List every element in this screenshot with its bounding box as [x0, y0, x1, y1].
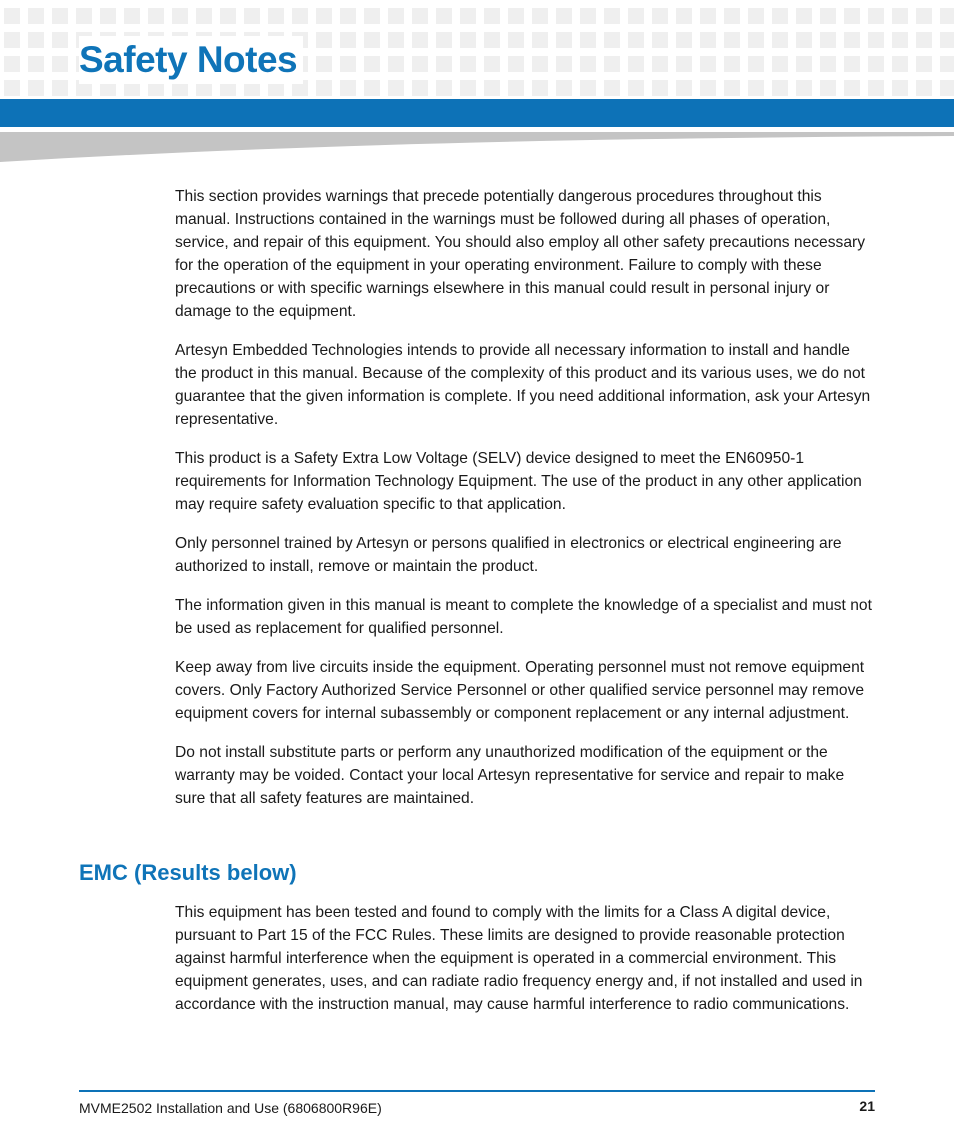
- paragraph-specialist: The information given in this manual is meant to complete the knowledge of a specialist and must not be used as replacement for qualified personnel.: [175, 597, 872, 637]
- paragraph-substitute-parts: Do not install substitute parts or perform any unauthorized modification of the equipment or the warranty may be voided. Contact your local Artesyn representative for service and repair to make sure that all safety features are maintained.: [175, 744, 845, 807]
- emc-paragraph: This equipment has been tested and found to comply with the limits for a Class A digital device, pursuant to Part 15 of the FCC Rules. These limits are designed to provide reasonable protection against harmful interference when the equipment is operated in a commercial environment. This equipment generates, uses, and can radiate radio frequency energy and, if not installed and used in accordance with the instruction manual, may cause harmful interference to radio communications.: [175, 904, 863, 1013]
- paragraph-live-circuits: Keep away from live circuits inside the equipment. Operating personnel must not remove equipment covers. Only Factory Authorized Service Personnel or other qualified service personnel may remove equipment covers for internal subassembly or component replacement or any internal adjustment.: [175, 659, 865, 722]
- paragraph-warnings: This section provides warnings that precede potentially dangerous procedures throughout this manual. Instructions contained in the warnings must be followed during all phases of operation, service, and repair of this equipment. You should also employ all other safety precautions necessary for the operation of the equipment in your operating environment. Failure to comply with these precautions or with specific warnings elsewhere in this manual could result in personal injury or damage to the equipment.: [175, 188, 865, 320]
- page-title: Safety Notes: [79, 36, 303, 84]
- header-grey-swoosh: [0, 128, 954, 164]
- paragraph-selv: This product is a Safety Extra Low Voltage (SELV) device designed to meet the EN60950-1 requirements for Information Technology Equipment. The use of the product in any other application may require safety evaluation specific to that application.: [175, 450, 862, 513]
- safety-notes-body: [175, 185, 875, 826]
- footer-rule: [79, 1090, 875, 1092]
- paragraph-personnel: Only personnel trained by Artesyn or persons qualified in electronics or electrical engineering are authorized to install, remove or maintain the product.: [175, 535, 842, 575]
- emc-heading: EMC (Results below): [79, 860, 297, 885]
- footer-page-number: 21: [859, 1098, 875, 1114]
- emc-section: [175, 901, 875, 1016]
- footer-document-title: MVME2502 Installation and Use (6806800R96E): [79, 1100, 382, 1116]
- paragraph-information: Artesyn Embedded Technologies intends to provide all necessary information to install and handle the product in this manual. Because of the complexity of this product and its various uses, we do not guarantee that the given information is complete. If you need additional information, ask your Artesyn representative.: [175, 342, 871, 428]
- header-blue-band: [0, 99, 954, 127]
